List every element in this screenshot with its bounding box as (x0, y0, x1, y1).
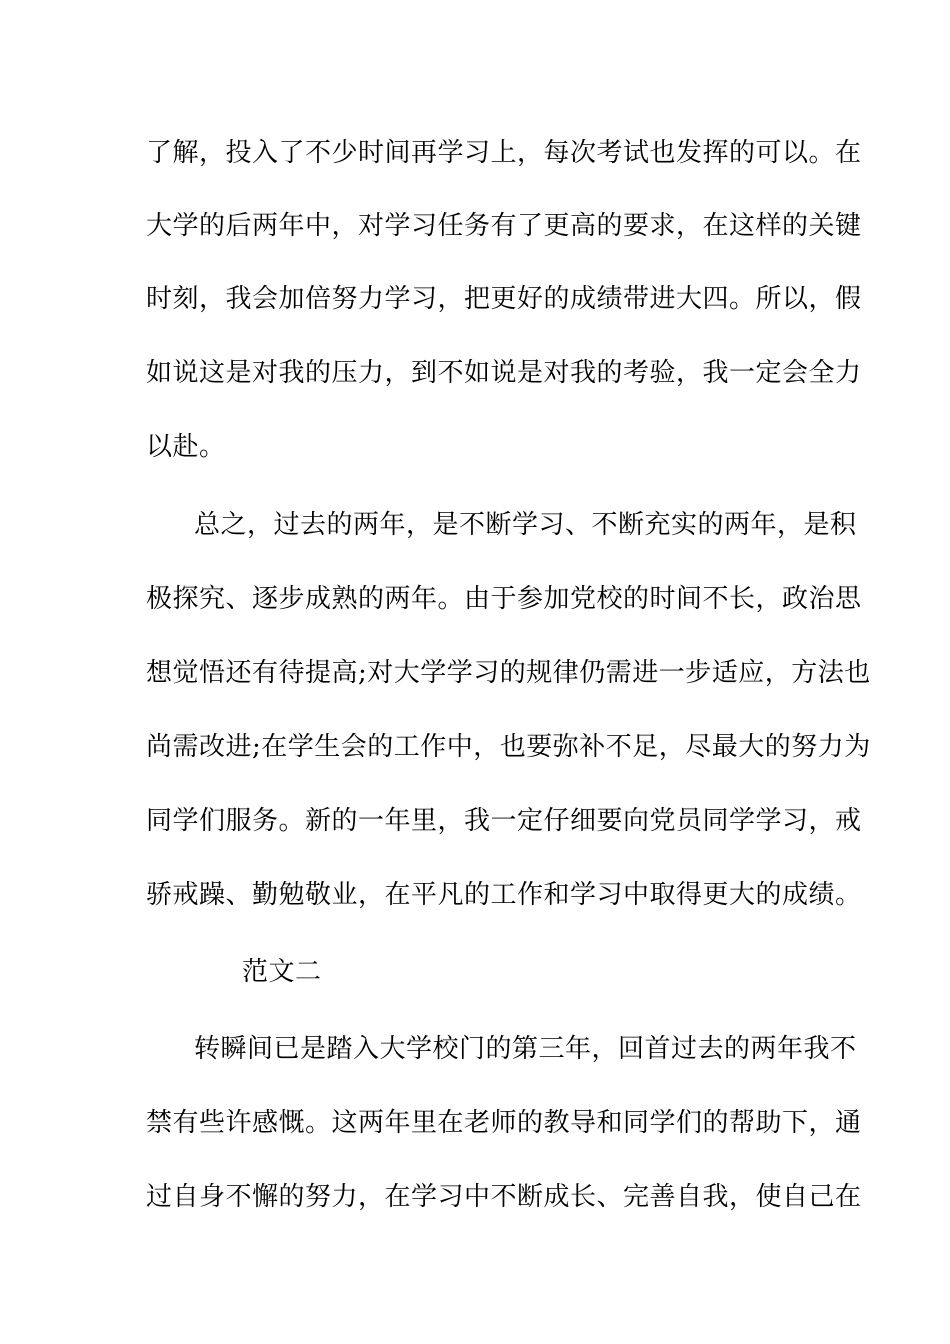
paragraph-2-line-6: 骄戒躁、勤勉敬业，在平凡的工作和学习中取得更大的成绩。 (146, 880, 862, 910)
paragraph-1-line-1: 了解，投入了不少时间再学习上，每次考试也发挥的可以。在 (146, 138, 862, 168)
paragraph-2-line-1: 总之，过去的两年，是不断学习、不断充实的两年，是积 (194, 510, 857, 540)
paragraph-1-line-3: 时刻，我会加倍努力学习，把更好的成绩带进大四。所以，假 (146, 284, 862, 314)
section-heading: 范文二 (242, 957, 322, 987)
paragraph-1-line-5: 以赴。 (146, 432, 226, 462)
paragraph-3-line-1: 转瞬间已是踏入大学校门的第三年，回首过去的两年我不 (194, 1034, 857, 1064)
paragraph-2-line-4: 尚需改进;在学生会的工作中，也要弥补不足，尽最大的努力为 (146, 732, 871, 762)
paragraph-2-line-3: 想觉悟还有待提高;对大学学习的规律仍需进一步适应，方法也 (146, 658, 871, 688)
paragraph-3-line-2: 禁有些许感慨。这两年里在老师的教导和同学们的帮助下，通 (146, 1108, 862, 1138)
paragraph-2-line-2: 极探究、逐步成熟的两年。由于参加党校的时间不长，政治思 (146, 584, 862, 614)
paragraph-3-line-3: 过自身不懈的努力，在学习中不断成长、完善自我，使自己在 (146, 1182, 862, 1212)
paragraph-1-line-2: 大学的后两年中，对学习任务有了更高的要求，在这样的关键 (146, 211, 862, 241)
paragraph-1-line-4: 如说这是对我的压力，到不如说是对我的考验，我一定会全力 (146, 358, 862, 388)
paragraph-2-line-5: 同学们服务。新的一年里，我一定仔细要向党员同学学习，戒 (146, 806, 862, 836)
